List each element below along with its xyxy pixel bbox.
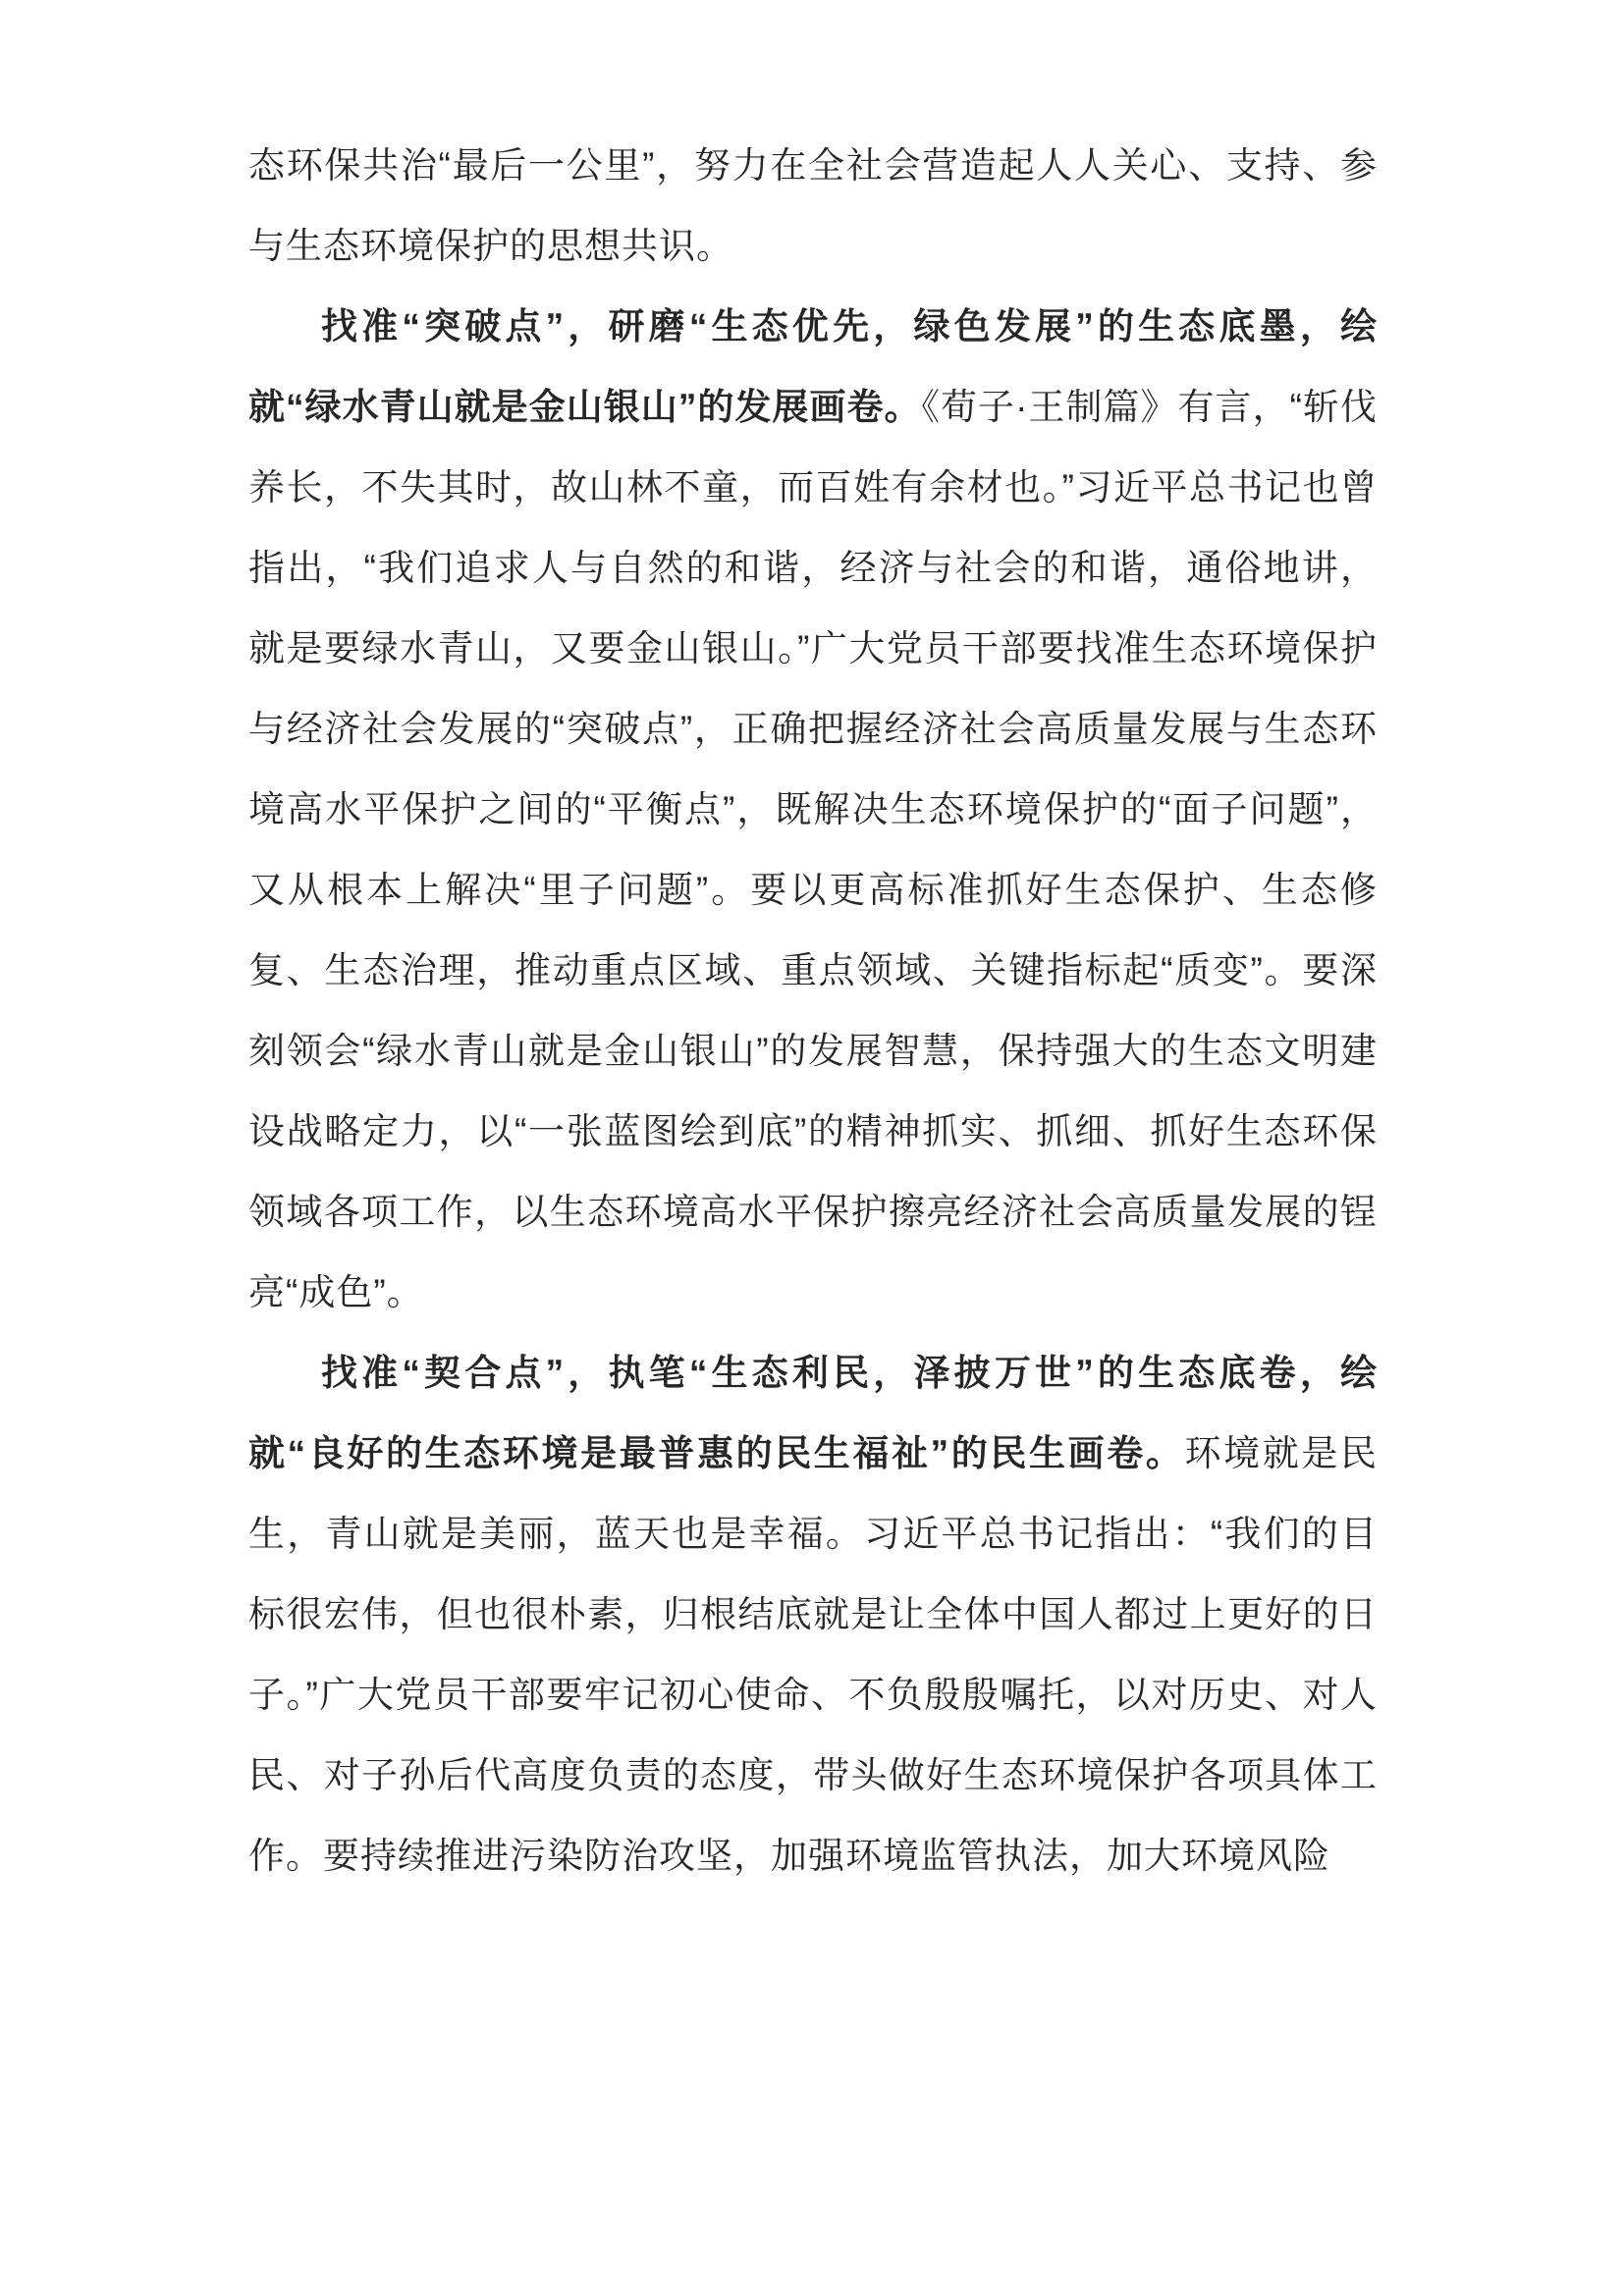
paragraph-text: 《荀子·王制篇》有言，“斩伐养长，不失其时，故山林不童，而百姓有余材也。”习近平总书记也曾指出，“我们追求人与自然的和谐，经济与社会的和谐，通俗地讲，就是要绿水青山，又要金山银山。”广大党员干部要找准生态环境保护与经济社会发展的“突破点”，正确把握经济社会高质量发展与生态环境高水平保护之间的“平衡点”，既解决生态环境保护的“面子问题”，又从根本上解决“里子问题”。要以更高标准抓好生态保护、生态修复、生态治理，推动重点区域、重点领域、关键指标起“质变”。要深刻领会“绿水青山就是金山银山”的发展智慧，保持强大的生态文明建设战略定力，以“一张蓝图绘到底”的精神抓实、抓细、抓好生态环保领域各项工作，以生态环境高水平保护擦亮经济社会高质量发展的锃亮“成色”。 xyxy=(248,387,1378,1312)
paragraph-text: 环境就是民生，青山就是美丽，蓝天也是幸福。习近平总书记指出：“我们的目标很宏伟，但也很朴素，归根结底就是让全体中国人都过上更好的日子。”广大党员干部要牢记初心使命、不负殷殷嘱托，以对历史、对人民、对子孙后代高度负责的态度，带头做好生态环境保护各项具体工作。要持续推进污染防治攻坚，加强环境监管执法，加大环境风险 xyxy=(248,1433,1378,1876)
paragraph-breakthrough-point xyxy=(248,287,1378,1333)
paragraph-bold-lead: 找准“契合点”，执笔“生态利民，泽披万世”的生态底卷，绘就“良好的生态环境是最普惠的民生福祉”的民生画卷。 xyxy=(248,1353,1378,1473)
paragraph-continuation xyxy=(248,126,1378,287)
paragraph-text: 态环保共治“最后一公里”，努力在全社会营造起人人关心、支持、参与生态环境保护的思想共识。 xyxy=(248,145,1378,266)
paragraph-bold-lead: 找准“突破点”，研磨“生态优先，绿色发展”的生态底墨，绘就“绿水青山就是金山银山”的发展画卷。 xyxy=(248,306,1378,427)
paragraph-fit-point xyxy=(248,1333,1378,1896)
document-body xyxy=(248,126,1378,1896)
